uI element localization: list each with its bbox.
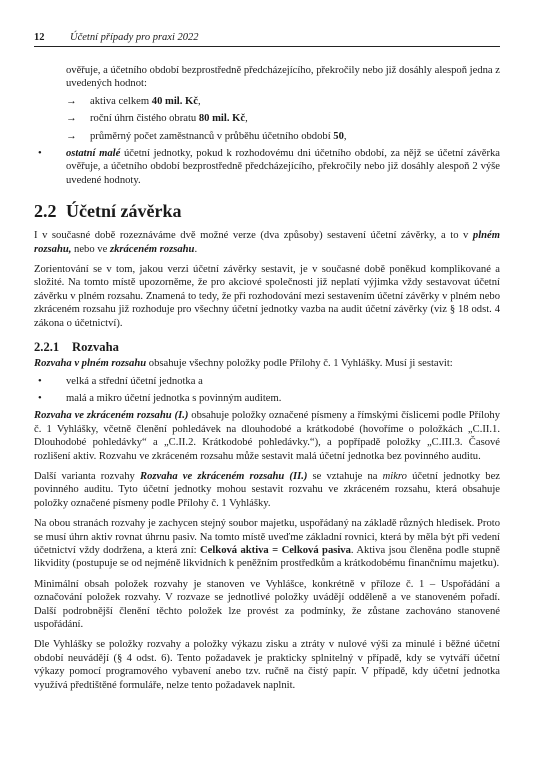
- paragraph: Další varianta rozvahy Rozvaha ve zkráceném rozsahu (II.) se vztahuje na mikro účetní jednotky bez povinného auditu. Tyto účetní jednotky mohou sestavit rozvahu ve zkráceném rozsahu, která obsahuje položky označené písmeny podle Přílohy č. 1 Vyhlášky.: [34, 470, 500, 509]
- paragraph: Zorientování se v tom, jakou verzi účetní závěrky sestavit, je v současné době poněkud komplikované a složité. Na tomto místě upozorněme, že pro akciové společnosti již neplatí výjimka vždy sestavovat účetní závěrku v plném rozsahu. Znamená to tedy, že při rozhodování mezi sestavením účetní závěrky v plném nebo zkráceném rozsahu již rozhoduje pro všechny účetní jednotky vazba na audit účetní závěrky (viz § 18 odst. 4 zákona o účetnictví).: [34, 264, 500, 329]
- running-header: [34, 32, 500, 47]
- bullet-icon: •: [38, 375, 42, 387]
- bullet-item: • malá a mikro účetní jednotka s povinným auditem.: [38, 392, 282, 404]
- paragraph: Na obou stranách rozvahy je zachycen stejný soubor majetku, uspořádaný na základě různých hledisek. Proto se musí úhrn aktiv rovnat úhrnu pasiv. Na tomto místě uveďme základní rovnici, která by měla být při vedení účetnictví vždy dodržena, a která zní: Celková aktiva = Celková pasiva. Aktiva jsou členěna podle stupně likvidity (postupuje se od nejméně likvidních k peněžním prostředkům a krátkodobému finančnímu majetku).: [34, 518, 501, 570]
- section-title: Účetní závěrka: [66, 201, 182, 222]
- paragraph: I v současné době rozeznáváme dvě možné verze (dva způsoby) sestavení účetní závěrky, a to v plném rozsahu, nebo ve zkráceném rozsahu.: [34, 230, 500, 255]
- subsection-title: Rozvaha: [72, 340, 119, 355]
- subsection-number: 2.2.1: [34, 340, 60, 355]
- bullet-item: • ostatní malé účetní jednotky, pokud k rozhodovému dni účetního období, za nějž se účetní závěrka ověřuje, a účetního období bezprostředně předcházejícího, překročily nebo již dosáhly alespoň 2 výše uvedené hodnoty.: [38, 148, 500, 186]
- subsection-heading: [34, 339, 500, 355]
- section-number: 2.2: [34, 201, 57, 222]
- arrow-icon: →: [66, 95, 77, 107]
- running-title: Účetní případy pro praxi 2022: [70, 32, 199, 43]
- threshold-item: → aktiva celkem 40 mil. Kč,: [66, 95, 201, 107]
- section-heading: [34, 200, 500, 222]
- paragraph: Dle Vyhlášky se položky rozvahy a položky výkazu zisku a ztráty v nulové výši za minulé i běžné účetní období neuvádějí (§ 4 odst. 6). Tento požadavek je prakticky splnitelný v případě, kdy se vytváří účetní výkazy pomocí programového vybavení anebo tzv. ručně na čistý papír. V případě, kdy účetní jednotka využívá předtištěné formuláře, nelze tento požadavek naplnit.: [34, 639, 500, 691]
- arrow-icon: →: [66, 113, 77, 125]
- arrow-icon: →: [66, 130, 77, 142]
- bullet-icon: •: [38, 148, 42, 160]
- bullet-icon: •: [38, 392, 42, 404]
- paragraph: Rozvaha ve zkráceném rozsahu (I.) obsahuje položky označené písmeny a římskými číslicemi podle Přílohy č. 1 Vyhlášky, včetně členění pohledávek na dlouhodobé a krátkodobé (hovoříme o položkách „C.II.1. Dlouhodobé pohledávky“ a „C.II.2. Krátkodobé pohledávky.“), a popřípadě položky „C.III.3. Časové rozlišení aktiv. Rozvahu ve zkráceném rozsahu může sestavit malá účetní jednotka bez povinného auditu.: [34, 410, 500, 462]
- paragraph: Minimální obsah položek rozvahy je stanoven ve Vyhlášce, konkrétně v příloze č. 1 – Uspořádání a označování položek rozvahy. V rozvaze se jednotlivé položky uvádějí odděleně a ve stanoveném pořadí. Další podrobnější členění těchto položek lze provést za podmínky, že zůstane zachováno stanovené uspořádání.: [34, 578, 500, 630]
- paragraph: Rozvaha v plném rozsahu obsahuje všechny položky podle Přílohy č. 1 Vyhlášky. Musí ji sestavit:: [34, 358, 453, 370]
- continuation-paragraph: ověřuje, a účetního období bezprostředně předcházejícího, překročily nebo již dosáhly alespoň jedna z uvedených hodnot:: [66, 65, 500, 90]
- page-number: 12: [34, 32, 45, 43]
- threshold-item: → průměrný počet zaměstnanců v průběhu účetního období 50,: [66, 130, 347, 142]
- bullet-item: • velká a střední účetní jednotka a: [38, 375, 203, 387]
- threshold-item: → roční úhrn čistého obratu 80 mil. Kč,: [66, 113, 248, 125]
- page-content: [34, 64, 500, 692]
